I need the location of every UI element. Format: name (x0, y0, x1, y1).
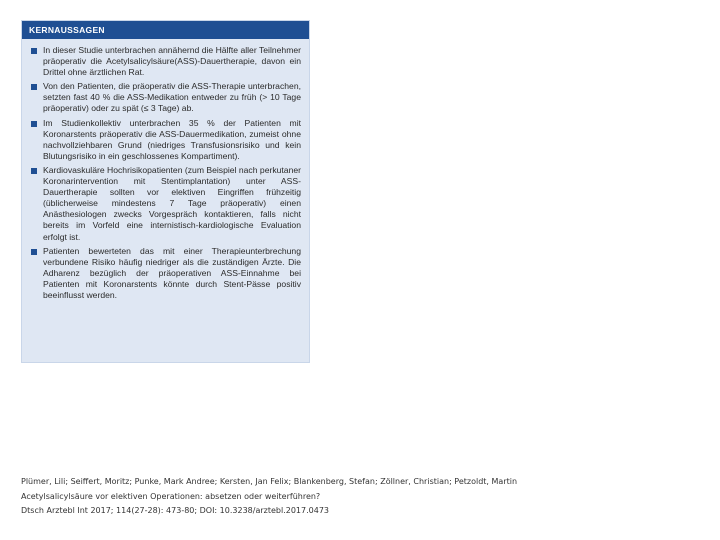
list-item-text: Kardiovaskuläre Hochrisikopatienten (zum Beispiel nach perkutaner Koronarintervention mit Stentimplantation) unter ASS-Dauertherapie sollten vor elektiven Eingriffen frühzeitig (üblicherweise mindestens 7 Tage präoperativ) einen Anästhesiologen zwecks Vorgespräch kontaktieren, falls nicht bereits im Vorfeld eine internistisch-kardiologische Evaluation erfolgt ist. (43, 164, 301, 242)
list-item-text: Im Studienkollektiv unterbrachen 35 % der Patienten mit Koronarstents präoperativ die ASS-Dauermedikation, zumeist ohne nachvollziehbaren Grund (niedriges Transfusionsrisiko und kein Blutungsrisiko in ein geschlossenes Kompartiment). (43, 117, 301, 161)
key-statements-box (21, 20, 310, 363)
citation (21, 475, 701, 519)
list-item (31, 165, 301, 243)
square-bullet-icon (31, 168, 37, 174)
list-item-text: Patienten bewerteten das mit einer Therapieunterbrechung verbundene Risiko häufig niedriger als die zuständigen Ärzte. Die Adharenz bezüglich der präoperativen ASS-Einnahme bei Patienten mit Koronarstents könnte durch Stent-Pässe positiv beeinflusst werden. (43, 245, 301, 300)
list-item (31, 246, 301, 301)
list-item (31, 45, 301, 78)
square-bullet-icon (31, 84, 37, 90)
square-bullet-icon (31, 48, 37, 54)
citation-authors: Plümer, Lili; Seiffert, Moritz; Punke, Mark Andree; Kersten, Jan Felix; Blankenberg, Stefan; Zöllner, Christian; Petzoldt, Martin (21, 477, 518, 486)
citation-reference: Dtsch Arztebl Int 2017; 114(27-28): 473-80; DOI: 10.3238/arztebl.2017.0473 (21, 506, 330, 515)
list-item-text: Von den Patienten, die präoperativ die ASS-Therapie unterbrachen, setzten fast 40 % die ASS-Medikation entweder zu früh (> 10 Tage präoperativ) oder zu spät (≤ 3 Tage) ab. (43, 81, 301, 114)
square-bullet-icon (31, 249, 37, 255)
list-item (31, 118, 301, 162)
key-statements-list (22, 39, 309, 301)
citation-title: Acetylsalicylsäure vor elektiven Operationen: absetzen oder weiterführen? (21, 491, 321, 501)
square-bullet-icon (31, 121, 37, 127)
box-title: KERNAUSSAGEN (22, 21, 309, 39)
list-item-text: In dieser Studie unterbrachen annähernd die Hälfte aller Teilnehmer präoperativ die Acetylsalicylsäure(ASS)-Dauertherapie, davon ein Drittel ohne ärztlichen Rat. (43, 45, 301, 78)
list-item (31, 81, 301, 114)
